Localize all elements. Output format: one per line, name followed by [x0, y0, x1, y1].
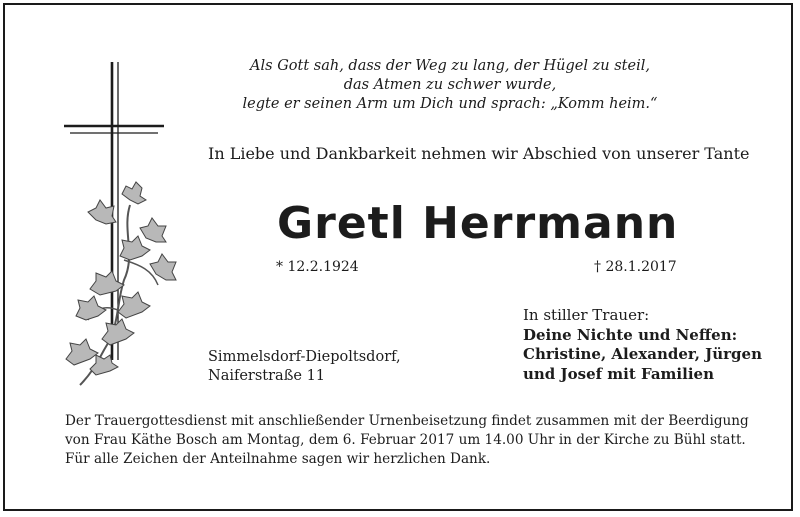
notice-line: Der Trauergottesdienst mit anschließender Urnenbeisetzung findet zusammen mit der Beerdigung: [65, 413, 749, 429]
notice-line: von Frau Käthe Bosch am Montag, dem 6. Februar 2017 um 14.00 Uhr in der Kirche zu Bühl statt.: [65, 432, 746, 448]
address-block: [208, 348, 401, 386]
mourners-block: [523, 306, 762, 384]
quote-line: Als Gott sah, dass der Weg zu lang, der Hügel zu steil,: [250, 58, 650, 74]
mourners-line: Deine Nichte und Neffen:: [523, 325, 738, 344]
mourners-heading: In stiller Trauer:: [523, 306, 650, 324]
cross-with-ivy-icon: [60, 60, 190, 395]
quote-line: legte er seinen Arm um Dich und sprach: „Komm heim.“: [242, 96, 658, 112]
epigraph-quote: [235, 57, 665, 114]
deceased-name: Gretl Herrmann: [277, 198, 679, 249]
obituary-card: [3, 3, 793, 511]
service-notice: [65, 412, 765, 469]
mourners-line: Christine, Alexander, Jürgen: [523, 345, 762, 363]
notice-line: Für alle Zeichen der Anteilnahme sagen wir herzlichen Dank.: [65, 451, 491, 467]
birth-date: * 12.2.1924: [276, 259, 359, 275]
death-date: † 28.1.2017: [594, 259, 677, 275]
quote-line: das Atmen zu schwer wurde,: [343, 77, 557, 93]
address-line: Simmelsdorf-Diepoltsdorf,: [208, 349, 401, 365]
address-line: Naiferstraße 11: [208, 368, 326, 384]
intro-text: In Liebe und Dankbarkeit nehmen wir Abschied von unserer Tante: [208, 144, 750, 163]
mourners-line: und Josef mit Familien: [523, 364, 714, 383]
